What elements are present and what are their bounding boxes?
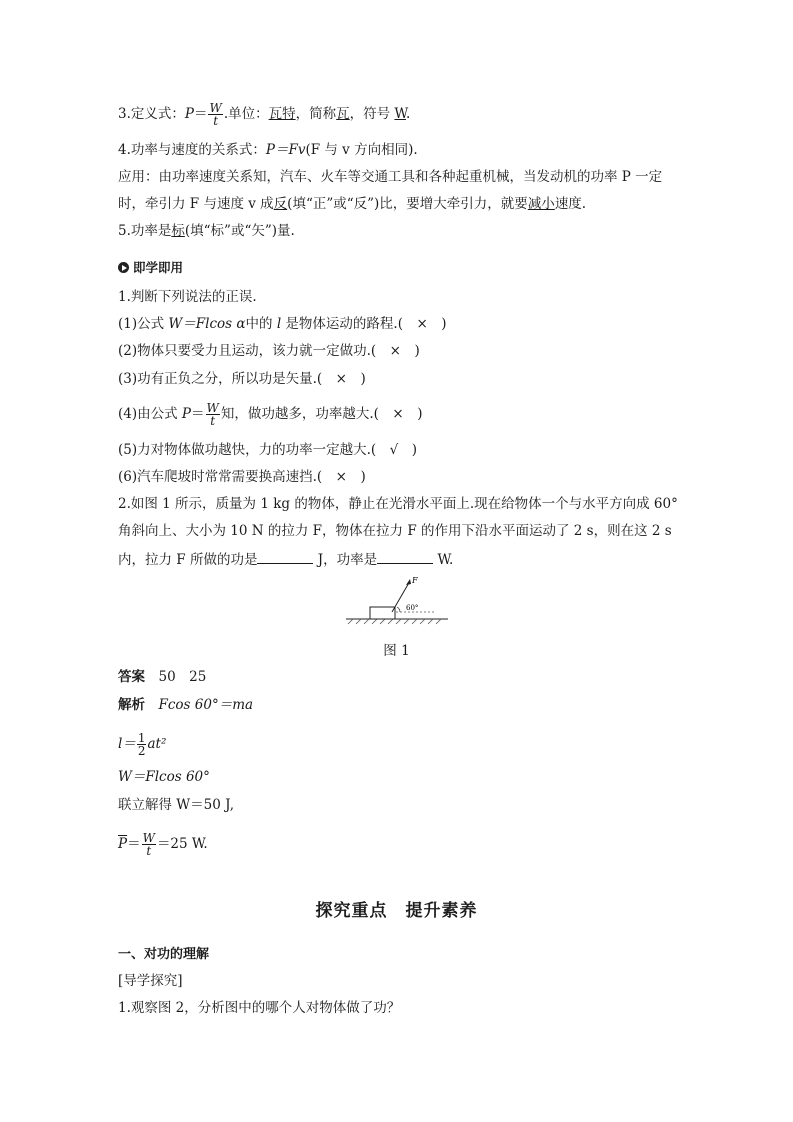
scalar-a: 5.功率是 (118, 223, 172, 239)
judge-item-1 (118, 314, 447, 334)
analysis-label: 解析 (118, 697, 145, 713)
app-b: (填“正”或“反”)比，要增大牵引力，就要 (287, 196, 528, 212)
analysis-eq2 (118, 732, 166, 757)
def-lhs: P (184, 106, 194, 122)
answer-blank-2[interactable] (377, 549, 433, 564)
figure-caption: 图 1 (383, 643, 410, 659)
item1-formula: W＝Flcos α (168, 316, 246, 332)
def-fraction (208, 102, 222, 127)
definition-line (118, 102, 410, 127)
app-a: 时，牵引力 F 与速度 v 成 (118, 196, 274, 212)
application-line-1: 应用：由功率速度关系知，汽车、火车等交通工具和各种起重机械，当发动机的功率 P 一定 (118, 169, 663, 185)
eq5-eq: ＝ (127, 836, 141, 852)
scalar-line (118, 221, 295, 241)
def-symbol: W (394, 106, 406, 122)
item4-den: t (210, 414, 216, 428)
analysis-line (118, 695, 253, 715)
q2-a: 内，拉力 F 所做的功是 (118, 552, 258, 568)
eq2-den: 2 (137, 744, 146, 758)
def-sep2: ，符号 (349, 106, 395, 122)
def-unit-text: .单位： (223, 106, 269, 122)
app-answer-2: 减小 (527, 196, 555, 212)
force-label: F (412, 576, 418, 585)
item4-e: 知，做功越多，功率越大.( × ) (220, 406, 423, 422)
scalar-b: (填“标”或“矢”)量. (184, 223, 295, 239)
def-unit: 瓦特 (268, 106, 296, 122)
angle-label: 60° (406, 604, 419, 612)
item4-fraction (206, 402, 220, 427)
item4-lhs: P (181, 406, 192, 422)
angle-arc (397, 607, 400, 612)
application-line-2 (118, 194, 586, 214)
arrow-head (406, 579, 411, 585)
def-sep1: ，简称 (295, 106, 337, 122)
item1-e: 是物体运动的路程.( × ) (281, 316, 447, 332)
quick-header-text: 即学即用 (133, 260, 184, 275)
item4-eq: ＝ (191, 406, 205, 422)
ground-hatch (348, 619, 441, 624)
section-question: 1.观察图 2，分析图中的哪个人对物体做了功？ (118, 1000, 401, 1016)
def-prefix: 3.定义式： (118, 106, 185, 122)
item1-l: l (276, 316, 282, 332)
def-end: . (405, 106, 411, 122)
relation-line (118, 140, 418, 160)
def-num: W (209, 101, 222, 115)
eq5-fraction (142, 832, 156, 857)
subsection-1: 一、对功的理解 (118, 947, 210, 962)
def-den: t (213, 114, 219, 128)
q2-line-3 (118, 549, 453, 570)
answer-values: 50 25 (158, 669, 207, 685)
play-circle-icon (118, 262, 129, 273)
q2-line-2: 角斜向上、大小为 10 N 的拉力 F，物体在拉力 F 的作用下沿水平面运动了 2 s，则在这 2 s (118, 523, 672, 539)
eq2-rhs: at² (147, 736, 167, 752)
item1-c: 中的 (245, 316, 277, 332)
answer-blank-1[interactable] (257, 549, 313, 564)
item1-a: (1)公式 (118, 316, 169, 332)
judge-item-6: (6)汽车爬坡时常常需要换高速挡.( × ) (118, 469, 366, 485)
analysis-eq1: Fcos 60°＝ma (158, 697, 254, 713)
eq2-num: 1 (137, 731, 146, 745)
eq5-lhs: $\overline{P}$ (118, 836, 128, 852)
q2-b: J，功率是 (313, 552, 378, 568)
q2-line-1: 2.如图 1 所示，质量为 1 kg 的物体，静止在光滑水平面上.现在给物体一个与水平方向成 60° (118, 496, 678, 512)
item4-num: W (206, 401, 219, 415)
eq5-rhs: ＝25 W. (156, 836, 208, 852)
rel-paren: (F 与 v 方向相同). (305, 142, 418, 158)
subsection-2: [导学探究] (118, 973, 183, 989)
judge-item-5: (5)力对物体做功越快，力的功率一定越大.( √ ) (118, 442, 418, 458)
figure-1-diagram (340, 574, 455, 634)
analysis-eq3 (118, 767, 210, 787)
eq2-fraction (137, 732, 147, 757)
app-answer-1: 反 (273, 196, 288, 212)
answer-label: 答案 (118, 669, 145, 685)
section-title: 探究重点 提升素养 (315, 901, 478, 921)
q1-title: 1.判断下列说法的正误. (118, 289, 257, 305)
analysis-eq5 (118, 832, 208, 857)
quick-use-header (118, 258, 183, 278)
def-eq: ＝ (193, 106, 208, 122)
judge-item-4 (118, 402, 423, 427)
answer-line (118, 667, 206, 687)
eq2-lhs: l＝ (118, 736, 136, 752)
eq5-num: W (142, 831, 155, 845)
app-c: 速度. (554, 196, 587, 212)
block (370, 607, 395, 619)
eq5-den: t (146, 844, 152, 858)
eq3-text: W＝Flcos 60° (118, 769, 210, 785)
rel-formula: P＝Fv (265, 142, 306, 158)
rel-prefix: 4.功率与速度的关系式： (118, 142, 266, 158)
def-short: 瓦 (336, 106, 350, 122)
q2-c: W. (433, 552, 454, 568)
analysis-eq4: 联立解得 W＝50 J, (118, 797, 235, 813)
item4-a: (4)由公式 (118, 406, 182, 422)
scalar-answer: 标 (171, 223, 185, 239)
judge-item-3: (3)功有正负之分，所以功是矢量.( × ) (118, 371, 366, 387)
judge-item-2: (2)物体只要受力且运动，该力就一定做功.( × ) (118, 343, 420, 359)
